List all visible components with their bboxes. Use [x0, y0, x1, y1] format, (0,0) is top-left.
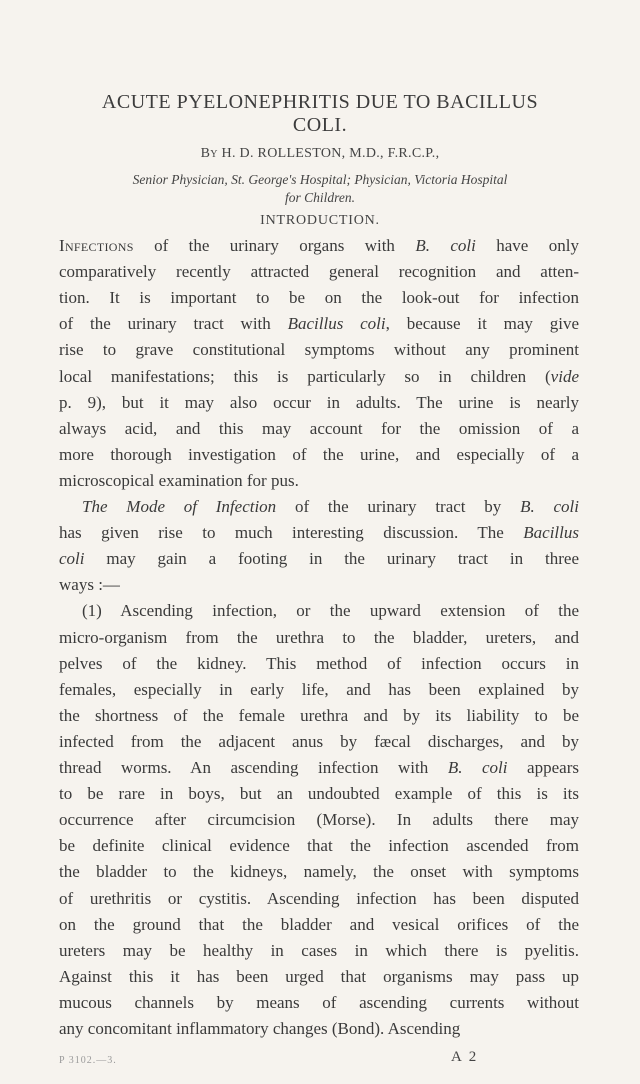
body-line: Against this it has been urged that organisms may pass up	[59, 966, 579, 986]
body-line: thread worms. An ascending infection with B. coli appears	[59, 758, 579, 777]
body-line: The Mode of Infection of the urinary tract by B. coli	[82, 497, 579, 516]
body-line: comparatively recently attracted general recognition and atten-	[59, 262, 579, 282]
affiliation-line-2: for Children.	[284, 190, 355, 205]
body-line: (1) Ascending infection, or the upward extension of the	[82, 601, 579, 621]
body-line: micro-organism from the urethra to the bladder, ureters, and	[59, 627, 579, 647]
body-line: pelves of the kidney. This method of infection occurs in	[59, 653, 579, 673]
body-line: the shortness of the female urethra and by its liability to be	[59, 705, 579, 725]
body-line: Infections of the urinary organs with B. coli have only	[59, 236, 579, 255]
body-line: rise to grave constitutional symptoms without any prominent	[59, 340, 579, 360]
body-line: on the ground that the bladder and vesical orifices of the	[59, 914, 579, 934]
body-line: mucous channels by means of ascending currents without	[59, 992, 579, 1012]
body-line: ways :—	[59, 575, 120, 595]
body-line: local manifestations; this is particularly so in children (vide	[59, 366, 579, 386]
body-line: occurrence after circumcision (Morse). In adults there may	[59, 810, 579, 830]
author-byline: By H. D. ROLLESTON, M.D., F.R.C.P.,	[200, 146, 440, 161]
body-line: tion. It is important to be on the look-out for infection	[59, 288, 579, 308]
section-heading: INTRODUCTION.	[260, 213, 380, 228]
body-line: microscopical examination for pus.	[59, 470, 299, 490]
title-line-1: ACUTE PYELONEPHRITIS DUE TO BACILLUS	[101, 91, 539, 113]
body-line: ureters may be healthy in cases in which there is pyelitis.	[59, 940, 579, 960]
body-line: always acid, and this may account for the omission of a	[59, 418, 579, 438]
body-line: females, especially in early life, and has been explained by	[59, 679, 579, 699]
body-line: of the urinary tract with Bacillus coli, because it may give	[59, 314, 579, 334]
body-line: coli may gain a footing in the urinary tract in three	[59, 549, 579, 569]
title-line-2: COLI.	[292, 114, 348, 136]
signature-mark: A 2	[451, 1049, 479, 1065]
body-line: be definite clinical evidence that the infection ascended from	[59, 836, 579, 856]
body-line: any concomitant inflammatory changes (Bond). Ascending	[59, 1019, 461, 1038]
printer-mark: P 3102.—3.	[59, 1055, 117, 1066]
affiliation-line-1: Senior Physician, St. George's Hospital; Physician, Victoria Hospital	[132, 172, 508, 187]
body-line: more thorough investigation of the urine, and especially of a	[59, 444, 579, 464]
body-line: to be rare in boys, but an undoubted example of this is its	[59, 784, 579, 804]
body-line: infected from the adjacent anus by fæcal discharges, and by	[59, 731, 579, 751]
body-line: p. 9), but it may also occur in adults. The urine is nearly	[59, 392, 579, 412]
body-line: of urethritis or cystitis. Ascending infection has been disputed	[59, 888, 579, 908]
body-line: the bladder to the kidneys, namely, the onset with symptoms	[59, 862, 579, 882]
body-line: has given rise to much interesting discussion. The Bacillus	[59, 523, 579, 543]
